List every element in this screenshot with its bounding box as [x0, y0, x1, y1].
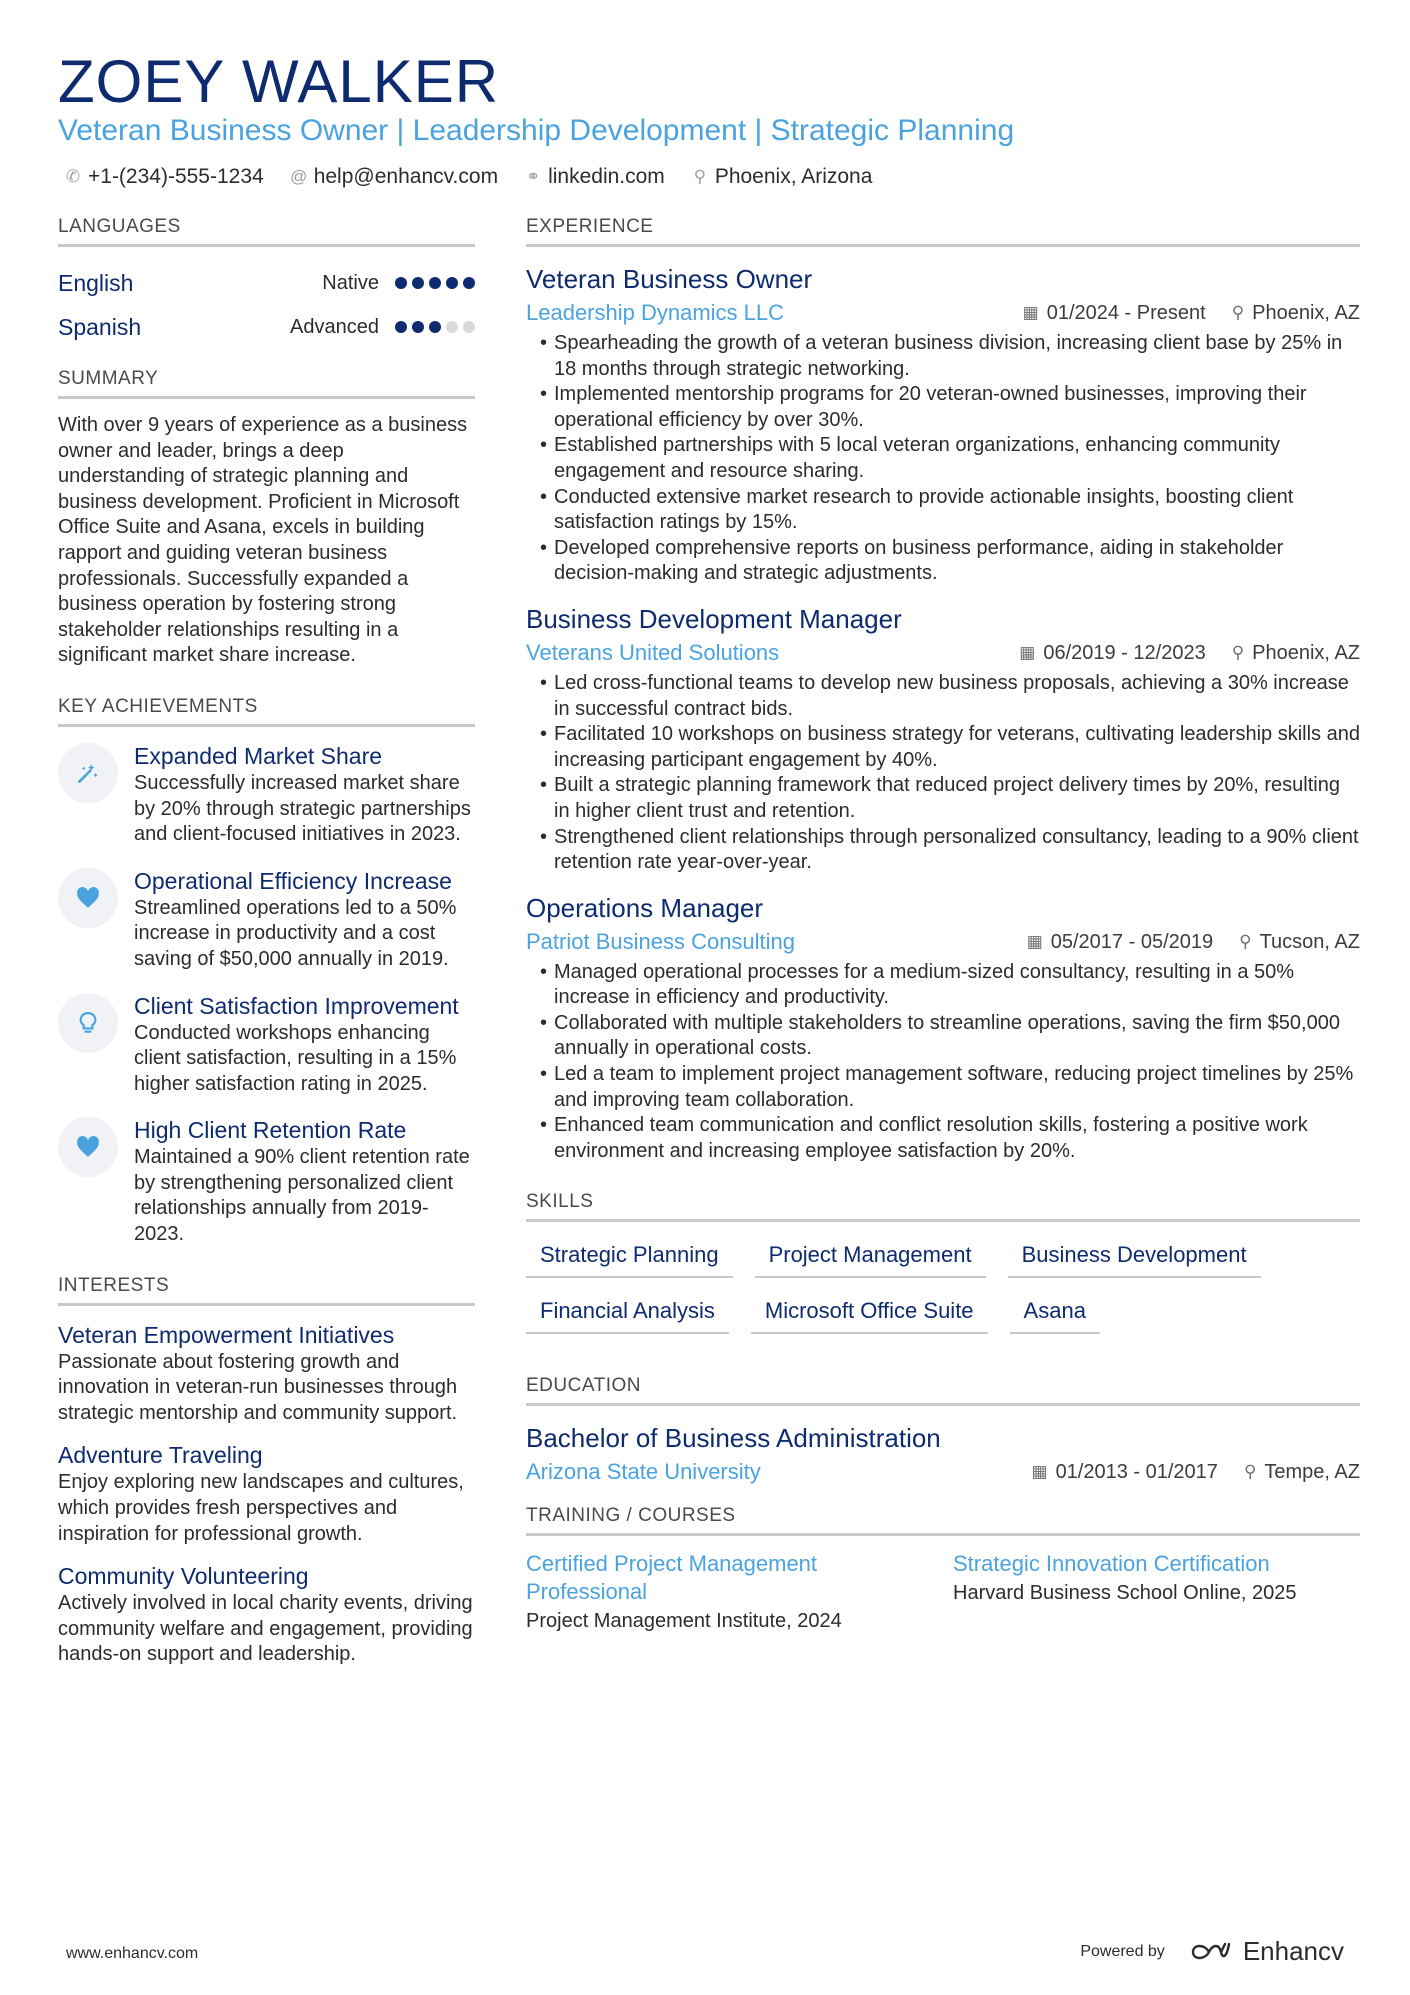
job-date	[1027, 926, 1213, 958]
footer-website[interactable]: www.enhancv.com	[66, 1945, 199, 1962]
footer-branding	[1080, 1936, 1344, 1967]
skill-tag: Strategic Planning	[526, 1236, 733, 1278]
achievement-desc: Streamlined operations led to a 50% increase in productivity and a cost saving of $50,000 annually in 2019.	[134, 896, 457, 970]
job-date	[1023, 297, 1206, 329]
location-icon: ⚲	[1239, 931, 1252, 951]
calendar-icon: ▦	[1026, 931, 1043, 951]
candidate-name: ZOEY WALKER	[58, 48, 500, 115]
course-provider: Project Management Institute, 2024	[526, 1610, 842, 1633]
language-row	[58, 305, 475, 349]
contact-location	[691, 164, 873, 190]
course-item	[526, 1550, 933, 1636]
interest-desc: Enjoy exploring new landscapes and cultures, which provides fresh perspectives and inspiration for professional growth.	[58, 1471, 464, 1545]
achievement-title: Client Satisfaction Improvement	[134, 992, 459, 1019]
job-company: Veterans United Solutions	[526, 639, 780, 665]
proficiency-dot-filled	[412, 277, 424, 289]
powered-by-label: Powered by	[1080, 1942, 1165, 1960]
contact-phone	[64, 164, 264, 190]
language-level: Advanced	[290, 315, 379, 338]
education-date	[1032, 1456, 1218, 1488]
phone-icon: ✆	[65, 167, 81, 186]
skills-title: SKILLS	[526, 1190, 1360, 1222]
job-bullets	[526, 960, 1360, 1165]
job-bullet: • Led a team to implement project management software, reducing project timelines by 25% and improving team collaboration.	[540, 1062, 1360, 1113]
job-bullet: • Established partnerships with 5 local veteran organizations, enhancing community engagement and resource sharing.	[540, 433, 1360, 484]
education-school: Arizona State University	[526, 1459, 761, 1485]
contact-phone-text: +1-(234)-555-1234	[88, 165, 264, 188]
proficiency-dot-filled	[446, 277, 458, 289]
achievements-title: KEY ACHIEVEMENTS	[58, 695, 475, 727]
job-bullets	[526, 671, 1360, 876]
job-location-text: Tucson, AZ	[1259, 930, 1360, 953]
headline: Veteran Business Owner | Leadership Development | Strategic Planning	[58, 114, 1015, 147]
job-meta	[526, 637, 1360, 669]
job-meta	[526, 926, 1360, 958]
job-bullet: • Strengthened client relationships through personalized consultancy, leading to a 90% client retention rate year-over-year.	[540, 825, 1360, 876]
heart-icon	[58, 1117, 118, 1177]
location-icon: ⚲	[1243, 1462, 1257, 1482]
proficiency-dot-filled	[429, 277, 441, 289]
language-row	[58, 261, 475, 305]
brand-logo[interactable]	[1189, 1936, 1344, 1967]
contact-location-text: Phoenix, Arizona	[714, 165, 873, 188]
achievement-title: Operational Efficiency Increase	[134, 867, 452, 894]
job-location-text: Phoenix, AZ	[1252, 641, 1360, 664]
job-bullet: • Developed comprehensive reports on business performance, aiding in stakeholder decision-making and strategic adjustments.	[540, 536, 1360, 587]
job-company: Leadership Dynamics LLC	[526, 300, 785, 325]
job-date-text: 05/2017 - 05/2019	[1050, 930, 1214, 953]
interest-item	[58, 1440, 475, 1547]
skill-tag: Asana	[1010, 1292, 1100, 1334]
job-date-text: 01/2024 - Present	[1046, 302, 1206, 324]
skill-tag: Business Development	[1008, 1236, 1261, 1278]
achievement-item	[58, 741, 475, 848]
job-date	[1019, 637, 1205, 669]
achievement-title: High Client Retention Rate	[134, 1117, 407, 1144]
course-item	[953, 1550, 1360, 1636]
language-proficiency-dots	[395, 321, 475, 333]
education-item	[526, 1420, 1360, 1488]
location-icon: ⚲	[1231, 642, 1245, 662]
proficiency-dot-filled	[395, 321, 407, 333]
job-location-text: Phoenix, AZ	[1252, 302, 1360, 324]
course-title: Strategic Innovation Certification	[953, 1551, 1270, 1577]
education-location-text: Tempe, AZ	[1264, 1461, 1360, 1484]
language-name: Spanish	[58, 313, 142, 340]
language-name: English	[58, 269, 134, 296]
contact-email[interactable]	[290, 164, 498, 190]
interest-item	[58, 1561, 475, 1668]
proficiency-dot-empty	[446, 321, 458, 333]
experience-item	[526, 261, 1360, 587]
contact-linkedin[interactable]	[524, 164, 665, 190]
experience-title: EXPERIENCE	[526, 215, 1360, 247]
contact-bar	[64, 164, 872, 190]
job-bullet: • Collaborated with multiple stakeholders to streamline operations, saving the firm $50,000 annually in operational costs.	[540, 1011, 1360, 1062]
calendar-icon: ▦	[1031, 1462, 1048, 1482]
job-location	[1239, 926, 1360, 958]
location-icon: ⚲	[693, 167, 707, 186]
location-icon: ⚲	[1231, 303, 1245, 322]
job-bullets	[526, 331, 1360, 587]
job-bullet: • Implemented mentorship programs for 20 veteran-owned businesses, improving their operational efficiency by over 30%.	[540, 382, 1360, 433]
job-bullet: • Managed operational processes for a medium-sized consultancy, resulting in a 50% increase in efficiency and productivity.	[540, 960, 1360, 1011]
interest-desc: Actively involved in local charity events, driving community welfare and engagement, providing hands-on support and leadership.	[58, 1592, 473, 1666]
contact-linkedin-text[interactable]: linkedin.com	[548, 165, 665, 188]
right-column	[526, 215, 1360, 1636]
skills-list	[526, 1236, 1360, 1334]
heart-icon	[58, 868, 118, 928]
training-title: TRAINING / COURSES	[526, 1504, 1360, 1536]
job-bullet: • Enhanced team communication and conflict resolution skills, fostering a positive work environment and increasing employee satisfaction by 20%.	[540, 1113, 1360, 1164]
education-date-text: 01/2013 - 01/2017	[1055, 1461, 1218, 1484]
course-title: Certified Project Management Professional	[526, 1551, 818, 1605]
achievement-title: Expanded Market Share	[134, 742, 383, 769]
language-proficiency-dots	[395, 277, 475, 289]
achievement-desc: Maintained a 90% client retention rate by strengthening personalized client relationships annually from 2019-2023.	[134, 1146, 470, 1246]
enhancv-logo-icon	[1189, 1940, 1233, 1964]
interest-desc: Passionate about fostering growth and innovation in veteran-run businesses through strategic mentorship and community support.	[58, 1350, 458, 1424]
job-location	[1232, 637, 1360, 669]
languages-title: LANGUAGES	[58, 215, 475, 247]
job-bullet: • Facilitated 10 workshops on business strategy for veterans, cultivating leadership skills and increasing participant engagement by 40%.	[540, 722, 1360, 773]
interest-title: Adventure Traveling	[58, 1442, 263, 1469]
calendar-icon: ▦	[1019, 642, 1036, 662]
education-title: EDUCATION	[526, 1374, 1360, 1406]
job-bullet: • Conducted extensive market research to provide actionable insights, boosting client satisfaction ratings by 15%.	[540, 485, 1360, 536]
achievement-item	[58, 991, 475, 1098]
job-bullet: • Built a strategic planning framework that reduced project delivery times by 20%, resulting in higher client trust and retention.	[540, 773, 1360, 824]
proficiency-dot-empty	[463, 321, 475, 333]
training-list	[526, 1550, 1360, 1636]
job-title: Veteran Business Owner	[526, 264, 813, 294]
education-degree: Bachelor of Business Administration	[526, 1423, 941, 1454]
achievement-desc: Conducted workshops enhancing client satisfaction, resulting in a 15% higher satisfaction rating in 2025.	[134, 1021, 457, 1095]
brand-name: Enhancv	[1242, 1936, 1344, 1966]
proficiency-dot-filled	[429, 321, 441, 333]
summary-title: SUMMARY	[58, 367, 475, 399]
magic-wand-icon	[58, 743, 118, 803]
calendar-icon: ▦	[1022, 303, 1039, 322]
job-location	[1232, 297, 1360, 329]
job-company: Patriot Business Consulting	[526, 928, 796, 954]
job-date-text: 06/2019 - 12/2023	[1043, 641, 1206, 664]
at-icon: @	[290, 167, 308, 186]
proficiency-dot-filled	[412, 321, 424, 333]
skill-tag: Project Management	[755, 1236, 986, 1278]
lightbulb-icon	[58, 993, 118, 1053]
job-title: Operations Manager	[526, 892, 764, 923]
interests-title: INTERESTS	[58, 1274, 475, 1306]
achievement-desc: Successfully increased market share by 20% through strategic partnerships and client-focused initiatives in 2023.	[134, 771, 471, 846]
experience-item	[526, 601, 1360, 876]
course-provider: Harvard Business School Online, 2025	[953, 1582, 1297, 1605]
interest-title: Veteran Empowerment Initiatives	[58, 1321, 395, 1348]
proficiency-dot-filled	[463, 277, 475, 289]
left-column	[58, 215, 475, 1682]
interest-item	[58, 1320, 475, 1427]
job-title: Business Development Manager	[526, 603, 902, 634]
link-icon: ⚭	[525, 167, 541, 186]
summary-text: With over 9 years of experience as a business owner and leader, brings a deep understanding of strategic planning and business development. Proficient in Microsoft Office Suite and Asana, excels in building rapport and guiding veteran business professionals. Successfully expanded a business operation by fostering strong stakeholder relationships resulting in a significant market share increase.	[58, 414, 468, 667]
education-location	[1244, 1456, 1360, 1488]
job-bullet: • Led cross-functional teams to develop new business proposals, achieving a 30% increase in successful contract bids.	[540, 671, 1360, 722]
achievement-item	[58, 1115, 475, 1247]
interest-title: Community Volunteering	[58, 1563, 309, 1590]
language-level: Native	[322, 271, 379, 294]
job-bullet: • Spearheading the growth of a veteran business division, increasing client base by 25% in 18 months through strategic networking.	[540, 331, 1360, 382]
achievement-item	[58, 866, 475, 973]
proficiency-dot-filled	[395, 277, 407, 289]
education-meta	[526, 1456, 1360, 1488]
experience-item	[526, 890, 1360, 1165]
job-meta	[526, 297, 1360, 329]
skill-tag: Financial Analysis	[526, 1292, 729, 1334]
skill-tag: Microsoft Office Suite	[751, 1292, 988, 1334]
contact-email-text[interactable]: help@enhancv.com	[313, 165, 499, 188]
